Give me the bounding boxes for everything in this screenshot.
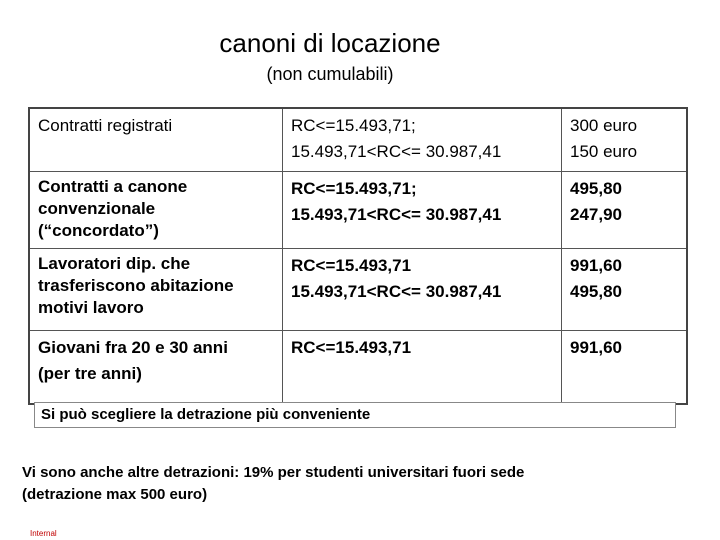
category-line: (“concordato”)	[38, 220, 159, 240]
income-limit-line: RC<=15.493,71	[291, 256, 412, 276]
table-row	[29, 108, 687, 171]
page-subtitle: (non cumulabili)	[266, 64, 394, 84]
table-row	[29, 249, 687, 331]
income-limit-line: 15.493,71<RC<= 30.987,41	[291, 142, 502, 161]
income-limit-line: RC<=15.493,71;	[291, 178, 417, 198]
amount-line: 991,60	[570, 337, 622, 357]
category-line: Lavoratori dip. che	[38, 254, 191, 274]
income-limit-line: 15.493,71<RC<= 30.987,41	[291, 282, 502, 302]
category-cell	[29, 249, 283, 331]
category-line: motivi lavoro	[38, 298, 144, 318]
amount-cell	[562, 249, 688, 331]
income-limit-line: 15.493,71<RC<= 30.987,41	[291, 204, 502, 224]
income-limit-line: RC<=15.493,71;	[291, 116, 416, 135]
amount-line: 247,90	[570, 204, 622, 224]
amount-cell	[562, 330, 688, 404]
table-row	[29, 171, 687, 249]
amount-line: 150 euro	[570, 142, 638, 161]
amount-line: 991,60	[570, 256, 622, 276]
choice-note: Si può scegliere la detrazione più conveniente	[34, 402, 676, 428]
other-deductions-line: Vi sono anche altre detrazioni: 19% per studenti universitari fuori sede	[22, 464, 525, 481]
amount-cell	[562, 171, 688, 249]
category-line: trasferiscono abitazione	[38, 276, 234, 296]
amount-cell	[562, 108, 688, 171]
category-line: (per tre anni)	[38, 363, 142, 383]
category-cell	[29, 330, 283, 404]
other-deductions-text	[22, 462, 702, 506]
income-limit-cell	[283, 249, 562, 331]
table-row	[29, 330, 687, 404]
income-limit-cell	[283, 108, 562, 171]
classification-label: Internal	[30, 529, 57, 538]
category-cell	[29, 108, 283, 171]
page-title: canoni di locazione	[219, 28, 441, 58]
income-limit-cell	[283, 330, 562, 404]
income-limit-line: RC<=15.493,71	[291, 337, 412, 357]
amount-line: 495,80	[570, 178, 622, 198]
other-deductions-line: (detrazione max 500 euro)	[22, 486, 208, 503]
category-line: Contratti registrati	[38, 116, 173, 135]
category-cell	[29, 171, 283, 249]
income-limit-cell	[283, 171, 562, 249]
amount-line: 495,80	[570, 282, 622, 302]
category-line: Contratti a canone	[38, 176, 188, 196]
amount-line: 300 euro	[570, 116, 638, 135]
category-line: convenzionale	[38, 198, 156, 218]
rent-deduction-table	[28, 107, 688, 405]
category-line: Giovani fra 20 e 30 anni	[38, 337, 228, 357]
